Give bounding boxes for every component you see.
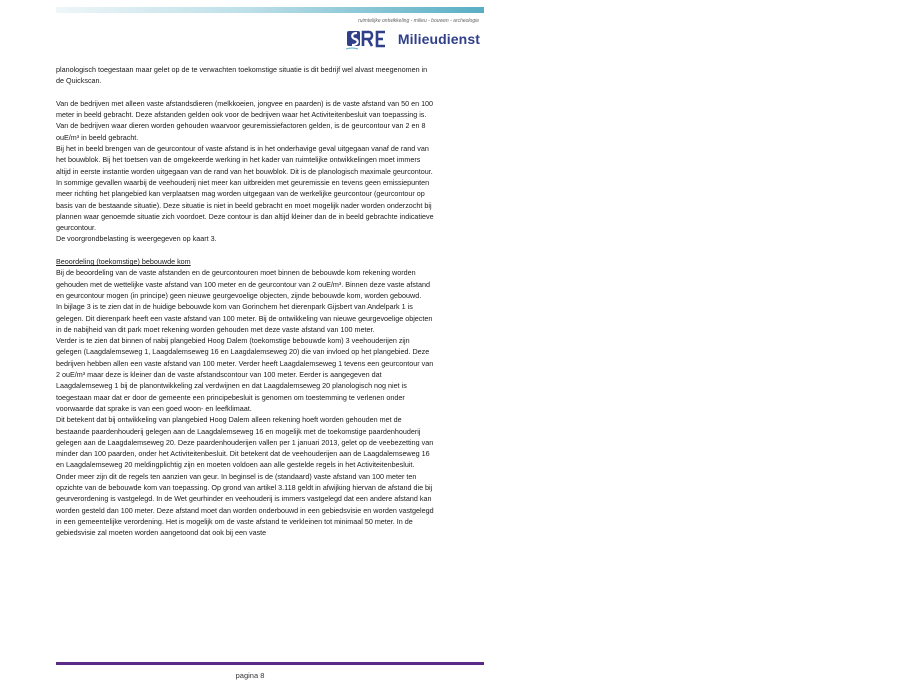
- milieudienst-logo: [346, 28, 480, 50]
- header-color-bar: [56, 7, 484, 13]
- footer-divider: [56, 662, 484, 665]
- logo-text: Milieudienst: [397, 31, 480, 47]
- body-paragraph: Van de bedrijven met alleen vaste afstandsdieren (melkkoeien, jongvee en paarden) is de vaste afstand van 50 en 100 meter in beeld gebracht. Deze afstanden gelden ook voor de bedrijven waar het Activiteitenbesluit van toepassing is.: [56, 98, 434, 120]
- body-paragraph: planologisch toegestaan maar gelet op de te verwachten toekomstige situatie is dit bedrijf wel alvast meegenomen in de Quickscan.: [56, 65, 428, 86]
- section-title: Beoordeling (toekomstige) bebouwde kom: [56, 257, 191, 267]
- section-paragraph: Verder is te zien dat binnen of nabij plangebied Hoog Dalem (toekomstige bebouwde kom) 3 veehouderijen zijn gelegen (Laagdalemseweg 1, Laagdalemseweg 16 en Laagdalemseweg 20) die van invloed op het plangebied. Deze bedrijven hebben allen een vaste afstand van 100 meter. Verder heeft Laagdalemseweg 1 tevens een geurcontour van 2 ouE/m³ maar deze is kleiner dan de vaste afstandscontour van 100 meter. Eerder is aangegeven dat Laagdalemseweg 1 bij de planontwikkeling zal verdwijnen en dat Laagdalemseweg 20 planologisch nog niet is toegestaan maar dat er door de gemeente een principebesluit is genomen om toestemming te verlenen onder voorwaarde dat sprake is van een goed woon- en leefklimaat.: [56, 336, 434, 413]
- page-number: pagina 8: [235, 671, 265, 680]
- document-body: [56, 64, 436, 538]
- section-paragraph: In bijlage 3 is te zien dat in de huidige bebouwde kom van Gorinchem het dierenpark Gijsbert van Andelpark 1 is gelegen. Dit dierenpark heeft een vaste afstand van 100 meter. Bij de ontwikkeling van nieuwe geurgevoelige objecten in de nabijheid van dit park moet rekening worden gehouden met deze vaste afstand van 100 meter.: [56, 302, 433, 334]
- body-paragraph: Bij het in beeld brengen van de geurcontour of vaste afstand is in het onderhavige geval uitgegaan vanaf de rand van het bouwblok. Bij het toetsen van de omgekeerde werking in het kader van ruimtelijke ontwikkelingen moet immers altijd in eerste instantie worden uitgegaan van de rand van het bouwblok. Dit is de planologisch maximale geurcontour. In sommige gevallen waarbij de veehouderij niet meer kan uitbreiden met geuremissie en tevens geen emissiepunten meer richting het plangebied kan verplaatsen mag worden uitgegaan van de werkelijke geurcontour (geurcontour op basis van de bestaande situatie). Deze situatie is niet in beeld gebracht en moet mogelijk nader worden onderzocht bij plannen waar genoemde situatie zich voordoet. Deze contour is dan altijd kleiner dan de in beeld gebrachte indicatieve geurcontour.: [56, 144, 434, 233]
- empty-viewer-area: [500, 0, 921, 687]
- section-paragraph: Bij de beoordeling van de vaste afstanden en de geurcontouren moet binnen de bebouwde kom rekening worden gehouden met de wettelijke vaste afstand van 100 meter en de geurcontour van 2 ouE/m³. Binnen deze vaste afstand en geurcontour mogen (in principe) geen nieuwe geurgevoelige objecten, zijnde bebouwde kom, worden gebouwd.: [56, 268, 430, 300]
- section-paragraph: Dit betekent dat bij ontwikkeling van plangebied Hoog Dalem alleen rekening hoeft worden gehouden met de bestaande paardenhouderij gelegen aan de Laagdalemseweg 16 en mogelijk met de toekomstige paardenhouderij gelegen aan de Laagdalemseweg 20. Deze paardenhouderijen vallen per 1 januari 2013, gelet op de veebezetting van minder dan 100 paarden, onder het Activiteitenbesluit. Dit betekent dat de veehouderijen aan de Laagdalemseweg 16 en Laagdalemseweg 20 meldingplichtig zijn en moeten voldoen aan alle gestelde regels in het Activiteitenbesluit. Onder meer zijn dit de regels ten aanzien van geur. In beginsel is de (standaard) vaste afstand van 100 meter ten opzichte van de bebouwde kom van toepassing. Op grond van artikel 3.118 geldt in afwijking hiervan de afstand die bij geurverordening is vastgelegd. In de Wet geurhinder en veehouderij is immers vastgelegd dat een andere afstand kan worden gesteld dan 100 meter. Deze afstand moet dan worden onderbouwd in een gebiedsvisie en worden vastgelegd in een gemeentelijke verordening. Het is mogelijk om de vaste afstand te verkleinen tot minimaal 50 meter. In de gebiedsvisie zal moeten worden aangetoond dat ook bij een vaste: [56, 415, 434, 538]
- header-tagline: ruimtelijke ontwikkeling - milieu - bouwen - archeologie: [358, 18, 479, 24]
- body-paragraph: De voorgrondbelasting is weergegeven op kaart 3.: [56, 234, 217, 244]
- sre-logo-mark: [346, 28, 394, 50]
- body-paragraph: Van de bedrijven waar dieren worden gehouden waarvoor geuremissiefactoren gelden, is de geurcontour van 2 en 8 ouE/m³ in beeld gebracht.: [56, 121, 426, 142]
